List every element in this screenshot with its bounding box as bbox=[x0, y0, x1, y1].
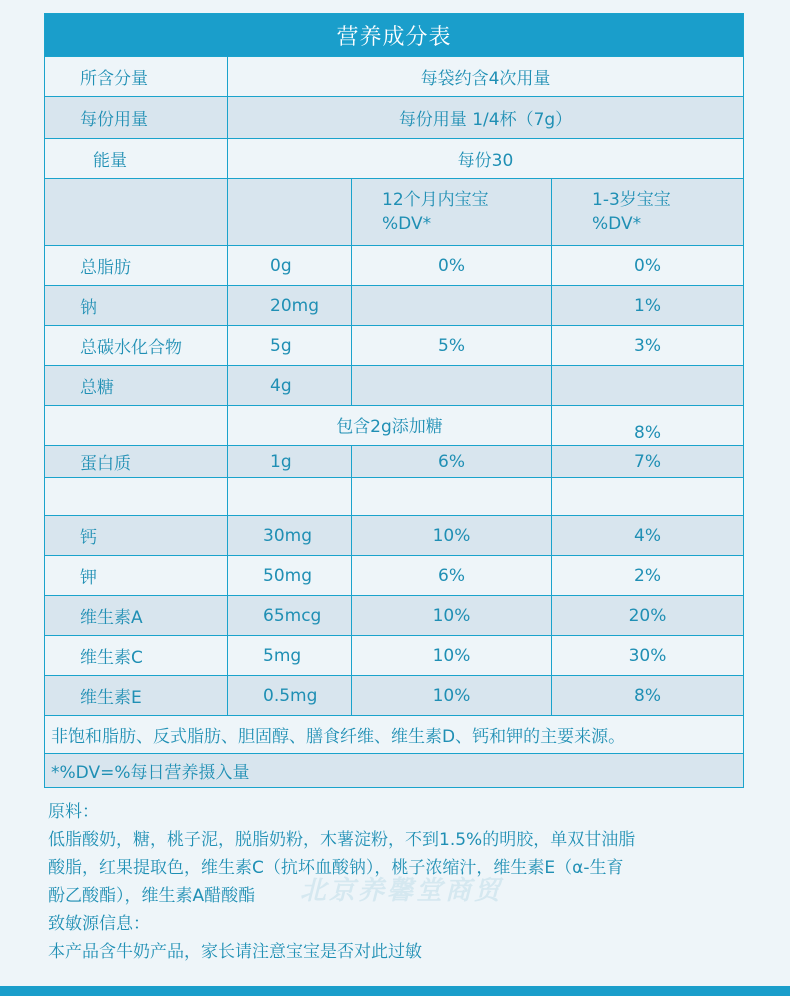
empty-cell bbox=[45, 478, 227, 515]
note-row bbox=[45, 715, 743, 753]
nutrient-amount: 5mg bbox=[227, 636, 351, 675]
nutrient-amount: 0g bbox=[227, 246, 351, 285]
nutrient-dv-toddler: 1% bbox=[551, 286, 743, 325]
table-row bbox=[45, 675, 743, 715]
nutrient-dv-toddler: 4% bbox=[551, 516, 743, 555]
nutrient-name: 维生素E bbox=[80, 688, 142, 708]
table-row bbox=[45, 515, 743, 555]
nutrient-name: 钠 bbox=[80, 298, 97, 318]
table-row bbox=[45, 405, 743, 445]
ingredients-line: 酸脂，红果提取色，维生素C（抗坏血酸钠），桃子浓缩汁，维生素E（α-生育 bbox=[48, 858, 624, 878]
empty-cell bbox=[45, 406, 227, 445]
empty-cell bbox=[351, 478, 551, 515]
nutrient-name: 总碳水化合物 bbox=[80, 338, 182, 358]
table-row bbox=[45, 445, 743, 477]
allergen-text: 本产品含牛奶产品，家长请注意宝宝是否对此过敏 bbox=[48, 942, 422, 962]
nutrient-amount: 30mg bbox=[227, 516, 351, 555]
nutrient-dv-toddler bbox=[551, 366, 743, 405]
nutrient-dv-toddler: 20% bbox=[551, 596, 743, 635]
dv-header-infant bbox=[351, 179, 551, 245]
nutrient-name: 总糖 bbox=[80, 378, 114, 398]
nutrient-amount: 4g bbox=[227, 366, 351, 405]
nutrient-dv-infant: 10% bbox=[351, 516, 551, 555]
nutrient-name: 钾 bbox=[80, 568, 97, 588]
dv-header-toddler bbox=[551, 179, 743, 245]
nutrient-dv-toddler: 30% bbox=[551, 636, 743, 675]
empty-cell bbox=[45, 179, 227, 245]
servings-label: 所含分量 bbox=[80, 69, 148, 89]
nutrient-dv-infant: 6% bbox=[351, 556, 551, 595]
allergen-heading: 致敏源信息： bbox=[48, 914, 150, 934]
nutrient-name: 钙 bbox=[80, 528, 97, 548]
watermark: 北京养馨堂商贸 bbox=[300, 876, 504, 906]
table-row bbox=[45, 555, 743, 595]
table-title: 营养成分表 bbox=[45, 14, 743, 56]
ingredients-heading: 原料： bbox=[48, 802, 99, 822]
ingredients-line: 低脂酸奶，糖，桃子泥，脱脂奶粉，木薯淀粉，不到1.5%的明胶，单双甘油脂 bbox=[48, 830, 636, 850]
ingredients-line: 酚乙酸酯），维生素A醋酸酯 bbox=[48, 886, 256, 906]
dv-header-infant-unit: %DV* bbox=[382, 214, 432, 234]
nutrient-dv-toddler: 3% bbox=[551, 326, 743, 365]
added-sugar-dv-toddler: 8% bbox=[551, 406, 743, 445]
nutrient-dv-toddler: 0% bbox=[551, 246, 743, 285]
table-row bbox=[45, 96, 743, 138]
added-sugar-text: 包含2g添加糖 bbox=[227, 406, 551, 445]
empty-cell bbox=[227, 478, 351, 515]
empty-cell bbox=[551, 478, 743, 515]
energy-value: 每份30 bbox=[227, 139, 743, 178]
nutrient-amount: 50mg bbox=[227, 556, 351, 595]
energy-label: 能量 bbox=[93, 151, 127, 171]
nutrient-amount: 20mg bbox=[227, 286, 351, 325]
table-row bbox=[45, 595, 743, 635]
nutrient-amount: 0.5mg bbox=[227, 676, 351, 715]
dv-header-toddler-title: 1-3岁宝宝 bbox=[592, 190, 671, 210]
table-row bbox=[45, 365, 743, 405]
nutrient-amount: 65mcg bbox=[227, 596, 351, 635]
serving-size-label: 每份用量 bbox=[80, 110, 148, 130]
nutrient-name: 蛋白质 bbox=[80, 454, 131, 474]
nutrient-dv-toddler: 7% bbox=[551, 446, 743, 477]
dv-footnote: *%DV=%每日营养摄入量 bbox=[51, 763, 250, 783]
nutrient-amount: 5g bbox=[227, 326, 351, 365]
bottom-accent-bar bbox=[0, 986, 790, 996]
nutrient-dv-infant: 0% bbox=[351, 246, 551, 285]
nutrition-facts-table bbox=[44, 13, 744, 788]
nutrient-dv-infant bbox=[351, 366, 551, 405]
nutrient-dv-infant: 10% bbox=[351, 676, 551, 715]
table-row bbox=[45, 635, 743, 675]
table-row bbox=[45, 138, 743, 178]
nutrient-name: 维生素A bbox=[80, 608, 143, 628]
nutrient-dv-infant: 5% bbox=[351, 326, 551, 365]
nutrient-dv-toddler: 8% bbox=[551, 676, 743, 715]
nutrient-dv-infant: 6% bbox=[351, 446, 551, 477]
serving-size-value: 每份用量 1/4杯（7g） bbox=[227, 97, 743, 138]
nutrient-dv-infant bbox=[351, 286, 551, 325]
nutrient-amount: 1g bbox=[227, 446, 351, 477]
servings-value: 每袋约含4次用量 bbox=[227, 57, 743, 96]
table-row bbox=[45, 245, 743, 285]
nutrient-dv-toddler: 2% bbox=[551, 556, 743, 595]
dv-header-infant-title: 12个月内宝宝 bbox=[382, 190, 489, 210]
dv-header-row bbox=[45, 178, 743, 245]
note-row bbox=[45, 753, 743, 787]
nutrient-dv-infant: 10% bbox=[351, 636, 551, 675]
table-row bbox=[45, 477, 743, 515]
table-row bbox=[45, 285, 743, 325]
dv-header-toddler-unit: %DV* bbox=[592, 214, 642, 234]
nutrient-dv-infant: 10% bbox=[351, 596, 551, 635]
nutrient-name: 总脂肪 bbox=[80, 258, 131, 278]
table-row bbox=[45, 56, 743, 96]
table-row bbox=[45, 325, 743, 365]
empty-cell bbox=[227, 179, 351, 245]
nutrient-name: 维生素C bbox=[80, 648, 143, 668]
sources-note: 非饱和脂肪、反式脂肪、胆固醇、膳食纤维、维生素D、钙和钾的主要来源。 bbox=[51, 727, 626, 747]
